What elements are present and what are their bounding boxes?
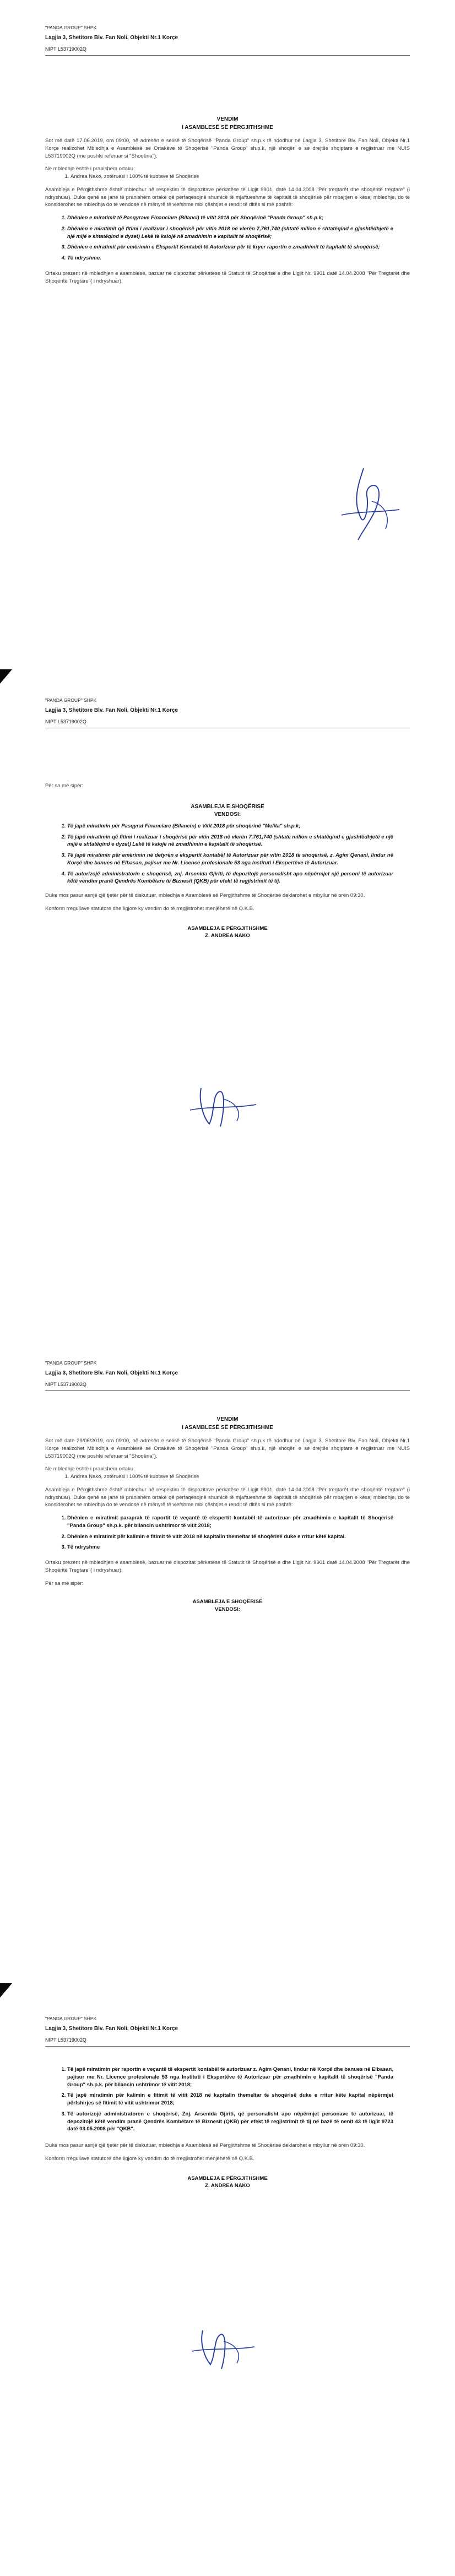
assembly-title: ASAMBLEJA E SHOQËRISË (192, 1599, 263, 1605)
handwritten-signature (187, 2325, 259, 2372)
decision-item: 2. Të japë miratimin për kalimin e fitimit të vitit 2018 në kapitalin themeltar të shoqërisë duke e rritur këtë kapital nëpërmjet përfshirjes së fitimit të vitit ushtrimor 2018; (67, 2092, 393, 2107)
sign-title: ASAMBLEJA E PËRGJITHSHME (187, 2175, 268, 2182)
page-2-body (45, 782, 410, 940)
letterhead (45, 1360, 410, 1391)
closing-statement: Ortaku prezent në mbledhjen e asamblesë, bazuar në dispozitat përkatëse të Statutit të Shoqërisë e dhe Ligjit Nr. 9901 datë 14.04.2008 "Për Tregtarët dhe Shoqëritë Tregtare"( i ndryshuar). (45, 1560, 410, 1573)
decision-item: 1. Të japë miratimin për raportin e veçantë të ekspertit kontabël të autorizuar z. Agim Qenani, lindur në Korçë dhe banues në Elbasan, pajisur me Nr. Licence profesionale 53 nga Instituti i Ekspertëve të Autorizuar për zmadhimin e kapitalit të shoqërisë "Panda Group" sh.p.k. për bilancin ushtrimor të vitit 2018; (67, 2066, 393, 2088)
decision-subtitle: I ASAMBLESË SË PËRGJITHSHME (182, 124, 273, 131)
present-label: Në mbledhje është i pranishëm ortaku: (45, 166, 135, 172)
page-corner-mark (0, 669, 12, 684)
header-divider (45, 1390, 410, 1391)
decision-item: 3. Të autorizojë administratoren e shoqërisë, Znj. Arsenida Gjiriti, që personalisht apo nëpërmjet personave të autorizuar, të depozitojë këtë vendim pranë Qendrës Kombëtare të Biznesit (QKB) për efekt të regjistrimit të tij në bazë të nenit 43 të ligjit 9723 datë 03.05.2008 për "QKB". (67, 2110, 393, 2133)
agenda-item: 4. Të ndryshme. (67, 255, 393, 262)
document-page-1 (0, 0, 455, 645)
agenda-list (67, 214, 393, 262)
page-4-body (45, 2066, 410, 2190)
company-name: "PANDA GROUP" SHPK (45, 1360, 97, 1366)
page-corner-mark (0, 1983, 12, 1998)
company-address: Lagjia 3, Shetitore Blv. Fan Noli, Objekti Nr.1 Korçe (45, 1370, 178, 1377)
sign-title: ASAMBLEJA E PËRGJITHSHME (187, 925, 268, 932)
sign-name: Z. ANDREA NAKO (205, 933, 250, 939)
decision-item: 3. Të japë miratimin për emërimin në detyrën e ekspertit kontabël të Autorizuar për vitin 2018 të shoqërisë, z. Agim Qenani, lindur në Korçë dhe banues në Elbasan, pajisur me Nr. Licence profesionale 53 nga Instituti i Ekspertëve të Autorizuar. (67, 852, 393, 867)
company-name: "PANDA GROUP" SHPK (45, 2016, 97, 2021)
company-nipt: NIPT L53719002Q (45, 2037, 86, 2043)
decision-item: 1. Të japë miratimin për Pasqyrat Financiare (Bilancin) e Vitit 2018 për shoqërinë "Melita" sh.p.k; (67, 822, 393, 830)
meeting-intro: Sot më date 29/06/2019, ora 09:00, në adresën e selisë të Shoqërisë "Panda Group" sh.p.k të ndodhur në Lagjia 3, Shetitore Blv. Fan Noli, Objekti Nr.1 Korçe realizohet Mbledhja e Asamblesë së Ortakëve të Shoqërisë "Panda Group" sh.p.k, një shoqëri e se drejtës shqiptare e regjistruar me NUIS L53719002Q (me poshtë referuar si "Shoqëria"). (45, 1438, 410, 1459)
letterhead (45, 697, 410, 728)
decided-title: VENDOSI: (215, 1606, 240, 1613)
present-list (71, 1473, 410, 1481)
registration-note: Konform rregullave statutore dhe ligjore ky vendim do të rregjistrohet menjëherë në Q.K.B. (45, 905, 254, 912)
decided-intro: Për sa më sipër: (45, 783, 84, 789)
agenda-item: 2. Dhënien e miratimit që fitimi i realizuar i shoqërisë për vitin 2018 në vlerën 7,761,740 (shtatë milion e shtatëqind e gjashtëdhjetë e një mijë e shtatëqind e dyzet) Lekë të kalojë në zmadhimin e kapitalit të shoqërisë; (67, 225, 393, 241)
assembly-block (45, 1598, 410, 1614)
document-page-3 (0, 1333, 455, 1972)
agenda-item: 1. Dhënien e miratimit të Pasqyrave Financiare (Bilanci) të vitit 2018 për Shoqërinë "Panda Group" sh.p.k; (67, 214, 393, 222)
legal-basis: Asambleja e Përgjithshme është mbledhur në respektim të dispozitave përkatëse të Ligjit 9901, datë 14.04.2008 "Për tregtarët dhe shoqëritë tregtare" (i ndryshuar). Duke qenë se janë të pranishëm ortakë që përfaqësojnë shumicë të mjaftueshme të kapitalit të shoqërisë për mbajtjen e kësaj mbledhje, do të konsiderohet se mbledhja do të vendosë në mënyrë të vlefshme mbi çështjet e rendit të ditës si më poshtë: (45, 1486, 410, 1508)
decision-title: VENDIM (216, 1416, 239, 1422)
decision-title: VENDIM (216, 116, 239, 122)
agenda-item: 3. Dhënien e miratimit për emërimin e Ekspertit Kontabël të Autorizuar për të kryer raportin e zmadhimit të kapitalit të shoqërisë; (67, 243, 393, 251)
company-address: Lagjia 3, Shetitore Blv. Fan Noli, Objekti Nr.1 Korçe (45, 35, 178, 41)
decision-item: 4. Të autorizojë administratorin e shoqërisë, znj. Arsenida Gjiriti, të depozitojë personalisht apo nëpërmjet një personi të autorizuar këtë vendim pranë Qendrës Kombëtare të Biznesit (QKB) për efekt të regjistrimit të tij. (67, 870, 393, 886)
agenda-item: 2. Dhënien e miratimit për kalimin e fitimit të vitit 2018 në kapitalin themeltar të shoqërisë duke e rritur këtë kapital. (67, 1533, 393, 1541)
assembly-title: ASAMBLEJA E SHOQËRISË (191, 803, 264, 810)
signature-block (45, 925, 410, 940)
registration-note: Konform rregullave statutore dhe ligjore ky vendim do të rregjistrohet menjëherë në Q.K.B. (45, 2155, 254, 2162)
header-divider (45, 55, 410, 56)
agenda-item: 3. Të ndryshme (67, 1544, 393, 1551)
handwritten-signature (185, 1080, 262, 1132)
company-nipt: NIPT L53719002Q (45, 718, 86, 724)
sign-name: Z. ANDREA NAKO (205, 2183, 250, 2189)
decision-list (67, 2066, 393, 2133)
company-address: Lagjia 3, Shetitore Blv. Fan Noli, Objekti Nr.1 Korçe (45, 707, 178, 714)
page-3-body (45, 1416, 410, 1614)
legal-basis: Asambleja e Përgjithshme është mbledhur në respektim të dispozitave përkatëse të Ligjit 9901, datë 14.04.2008 "Për tregtarët dhe shoqëritë tregtare" (i ndryshuar). Duke qenë se janë të pranishëm ortakë që përfaqësojnë shumicë të mjaftueshme të kapitalit të shoqërisë për mbajtjen e kësaj mbledhje, do të konsiderohet se mbledhja do të vendosë në mënyrë të vlefshme mbi çështjet e rendit të ditës si më poshtë: (45, 186, 410, 208)
handwritten-signature (331, 463, 408, 545)
header-divider (45, 2046, 410, 2047)
agenda-item: 1. Dhënien e miratimit paraprak të raportit të veçantë të ekspertit kontabël të autorizuar për zmadhimin e kapitalit të Shoqërisë "Panda Group" sh.p.k. për bilancin ushtrimor të vitit 2018; (67, 1514, 393, 1530)
decision-list (67, 822, 393, 885)
decided-intro: Për sa më sipër: (45, 1580, 84, 1587)
decision-subtitle: I ASAMBLESË SË PËRGJITHSHME (182, 1424, 273, 1431)
decision-item: 2. Të japë miratimin që fitimi i realizuar i shoqërisë për vitin 2018 në vlerën 7,761,740 (shtatë milion e shtatëqind e gjashtëdhjetë e një mijë e shtatëqind e dyzet) Lekë të kalojë në zmadhimin e kapitalit të shoqërisë. (67, 834, 393, 849)
agenda-list (67, 1514, 393, 1551)
document-page-4 (0, 1983, 455, 2576)
company-nipt: NIPT L53719002Q (45, 46, 86, 52)
meeting-intro: Sot më datë 17.06.2019, ora 09:00, në adresën e selisë të Shoqërisë "Panda Group" sh.p.k të ndodhur në Lagjia 3, Shetitore Blv. Fan Noli, Objekti Nr.1 Korçe realizohet Mbledhja e Asamblesë së Ortakëve të Shoqërisë "Panda Group" sh.p.k, një shoqëri e se drejtës shqiptare e regjistruar me NUIS L53719002Q (me poshtë referuar si "Shoqëria"). (45, 138, 410, 159)
decided-title: VENDOSI: (214, 811, 241, 818)
meeting-closed: Duke mos pasur asnjë çjë tjetër për të diskutuar, mbledhja e Asamblesë së Përgjithshme të Shoqërisë deklarohet e mbyllur në orën 09:30. (45, 892, 365, 899)
present-label: Në mbledhje është i pranishëm ortaku: (45, 1466, 135, 1473)
document-page-2 (0, 669, 455, 1319)
company-name: "PANDA GROUP" SHPK (45, 697, 97, 703)
company-name: "PANDA GROUP" SHPK (45, 25, 97, 30)
letterhead (45, 2015, 410, 2047)
present-item: 1. Andrea Nako, zotëruesi i 100% të kuotave të Shoqërisë (71, 173, 410, 181)
closing-statement: Ortaku prezent në mbledhjen e asamblesë, bazuar në dispozitat përkatëse të Statutit të Shoqërisë e dhe Ligjit Nr. 9901 datë 14.04.2008 "Për Tregtarët dhe Shoqëritë Tregtare"( i ndryshuar). (45, 270, 410, 284)
page-1-body (45, 116, 410, 290)
letterhead (45, 24, 410, 56)
company-address: Lagjia 3, Shetitore Blv. Fan Noli, Objekti Nr.1 Korçe (45, 2026, 178, 2032)
meeting-closed: Duke mos pasur asnjë çjë tjetër për të diskutuar, mbledhja e Asamblesë së Përgjithshme të Shoqërisë deklarohet e mbyllur në orën 09:30. (45, 2142, 365, 2149)
present-list (71, 173, 410, 181)
present-item: 1. Andrea Nako, zotëruesi i 100% të kuotave të Shoqërisë (71, 1473, 410, 1481)
company-nipt: NIPT L53719002Q (45, 1381, 86, 1387)
signature-block (45, 2175, 410, 2190)
